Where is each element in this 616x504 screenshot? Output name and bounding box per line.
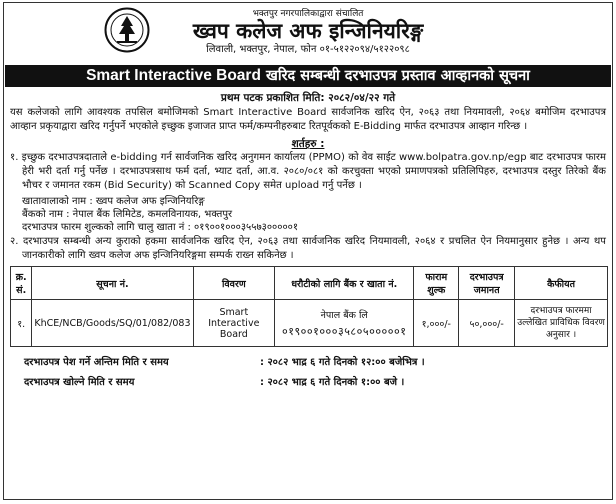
col-header-description: विवरण <box>193 267 275 300</box>
college-name: ख्वप कलेज अफ इन्जिनियरिङ्ग <box>192 19 424 43</box>
col-header-form-fee: फाराम शुल्क <box>414 267 459 300</box>
col-header-bank-account: धरौटीको लागि बैंक र खाता नं. <box>275 267 414 300</box>
terms-heading: शर्तहरु : <box>291 138 325 150</box>
cell-remarks: दरभाउपत्र फारममा उल्लेखित प्राविधिक विवरण अनुसार । <box>515 300 608 347</box>
account-details <box>4 193 612 235</box>
cell-bank-name: नेपाल बैंक लि <box>320 309 368 321</box>
cell-description: Smart Interactive Board <box>193 300 275 347</box>
table-row <box>11 300 608 347</box>
publish-date: प्रथम पटक प्रकाशित मिति: २०८२/०४/२२ गते <box>220 92 396 104</box>
college-address: लिवाली, भक्तपुर, नेपाल, फोन ०१-५१२२०९४/५१२२०९८ <box>206 44 410 55</box>
cell-bid-security: ५०,०००/- <box>459 300 515 347</box>
intro-paragraph: यस कलेजको लागि आवश्यक तपसिल बमोजिमको Smart Interactive Board सार्वजनिक खरिद ऐन, २०६३ तथा नियमावली, २०६४ बमोजिम दरभाउपत्र आव्हान प्रकृयाद्वारा खरिद गर्नुपर्ने भएकोले इच्छुक इजाजत प्राप्त फर्म/कम्पनीहरुबाट रितपूर्वकको E-Bidding मार्फत दरभाउपत्र आव्हान गरिन्छ । <box>10 107 606 132</box>
deadline-value: : २०८२ भाद्र ६ गते दिनको १:०० बजे । <box>260 377 405 388</box>
term-item: २. दरभाउपत्र सम्बन्धी अन्य कुराको हकमा सार्वजनिक खरिद ऐन, २०६३ तथा सार्वजनिक खरिद नियमावली, २०६४ र प्रचलित ऐन नियमानुसार हुनेछ । अन्य थप जानकारीको लागि ख्वप कलेज अफ इन्जिनियरिङ्गमा सम्पर्क राख्न सकिनेछ । <box>10 236 606 261</box>
deadline-value: : २०८२ भाद्र ६ गते दिनको १२:०० बजेभित्र । <box>260 357 425 368</box>
cell-notice-no: KhCE/NCB/Goods/SQ/01/082/083 <box>32 300 193 347</box>
account-number: दरभाउपत्र फारम शुल्कको लागि चालु खाता नं : ०१९००१०००३५५७३०००००१ <box>22 222 299 233</box>
deadline-label: दरभाउपत्र पेश गर्ने अन्तिम मिति र समय <box>24 357 169 368</box>
col-header-sn: क्र. सं. <box>11 267 32 300</box>
col-header-remarks: कैफीयत <box>515 267 608 300</box>
deadline-row <box>24 353 612 373</box>
col-header-notice-no: सूचना नं. <box>32 267 193 300</box>
notice-page <box>3 2 613 500</box>
header <box>4 3 612 65</box>
banner-product: Smart Interactive Board <box>86 67 261 84</box>
cell-account-no: ०१९००१०००३५८०५०००००१ <box>282 324 407 338</box>
deadline-label: दरभाउपत्र खोल्ने मिति र समय <box>24 377 135 388</box>
account-bank: बैंकको नाम : नेपाल बैंक लिमिटेड, कमलविनायक, भक्तपुर <box>22 209 233 220</box>
cell-sn: १. <box>11 300 32 347</box>
banner-text: खरिद सम्बन्धी दरभाउपत्र प्रस्ताव आव्हानको सूचना <box>260 68 530 84</box>
account-holder: खातावालाको नाम : ख्वप कलेज अफ इन्जिनियरिङ्ग <box>22 196 205 207</box>
deadlines <box>4 353 612 393</box>
college-logo-icon <box>104 7 150 53</box>
table-header-row <box>11 267 608 300</box>
term-item: १. इच्छुक दरभाउपत्रदाताले e-bidding गर्न सार्वजनिक खरिद अनुगमन कार्यालय (PPMO) को वेव साईट www.bolpatra.gov.np/egp बाट दरभाउपत्र फारम हेरी भरी दर्ता गर्नु पर्नेछ । दरभाउपत्रसाथ फर्म दर्ता, भ्याट दर्ता, आ.व. २०८०/०८१ को करचुक्ता भएको प्रमाणपत्रको प्रतिलिपिहरु, दरभाउपत्र दस्तुर तिरेको बैंक भौचर र जमानत रकम (Bid Security) को Scanned Copy समेत upload गर्नु पर्नेछ । <box>10 152 606 191</box>
bid-table <box>10 266 608 347</box>
notice-title-banner <box>5 65 611 87</box>
col-header-bid-security: दरभाउपत्र जमानत <box>459 267 515 300</box>
deadline-row <box>24 373 612 393</box>
cell-form-fee: १,०००/- <box>414 300 459 347</box>
cell-bank-account <box>275 300 414 347</box>
header-subtitle: भक्तपुर नगरपालिकाद्वारा संचालित <box>252 9 364 19</box>
